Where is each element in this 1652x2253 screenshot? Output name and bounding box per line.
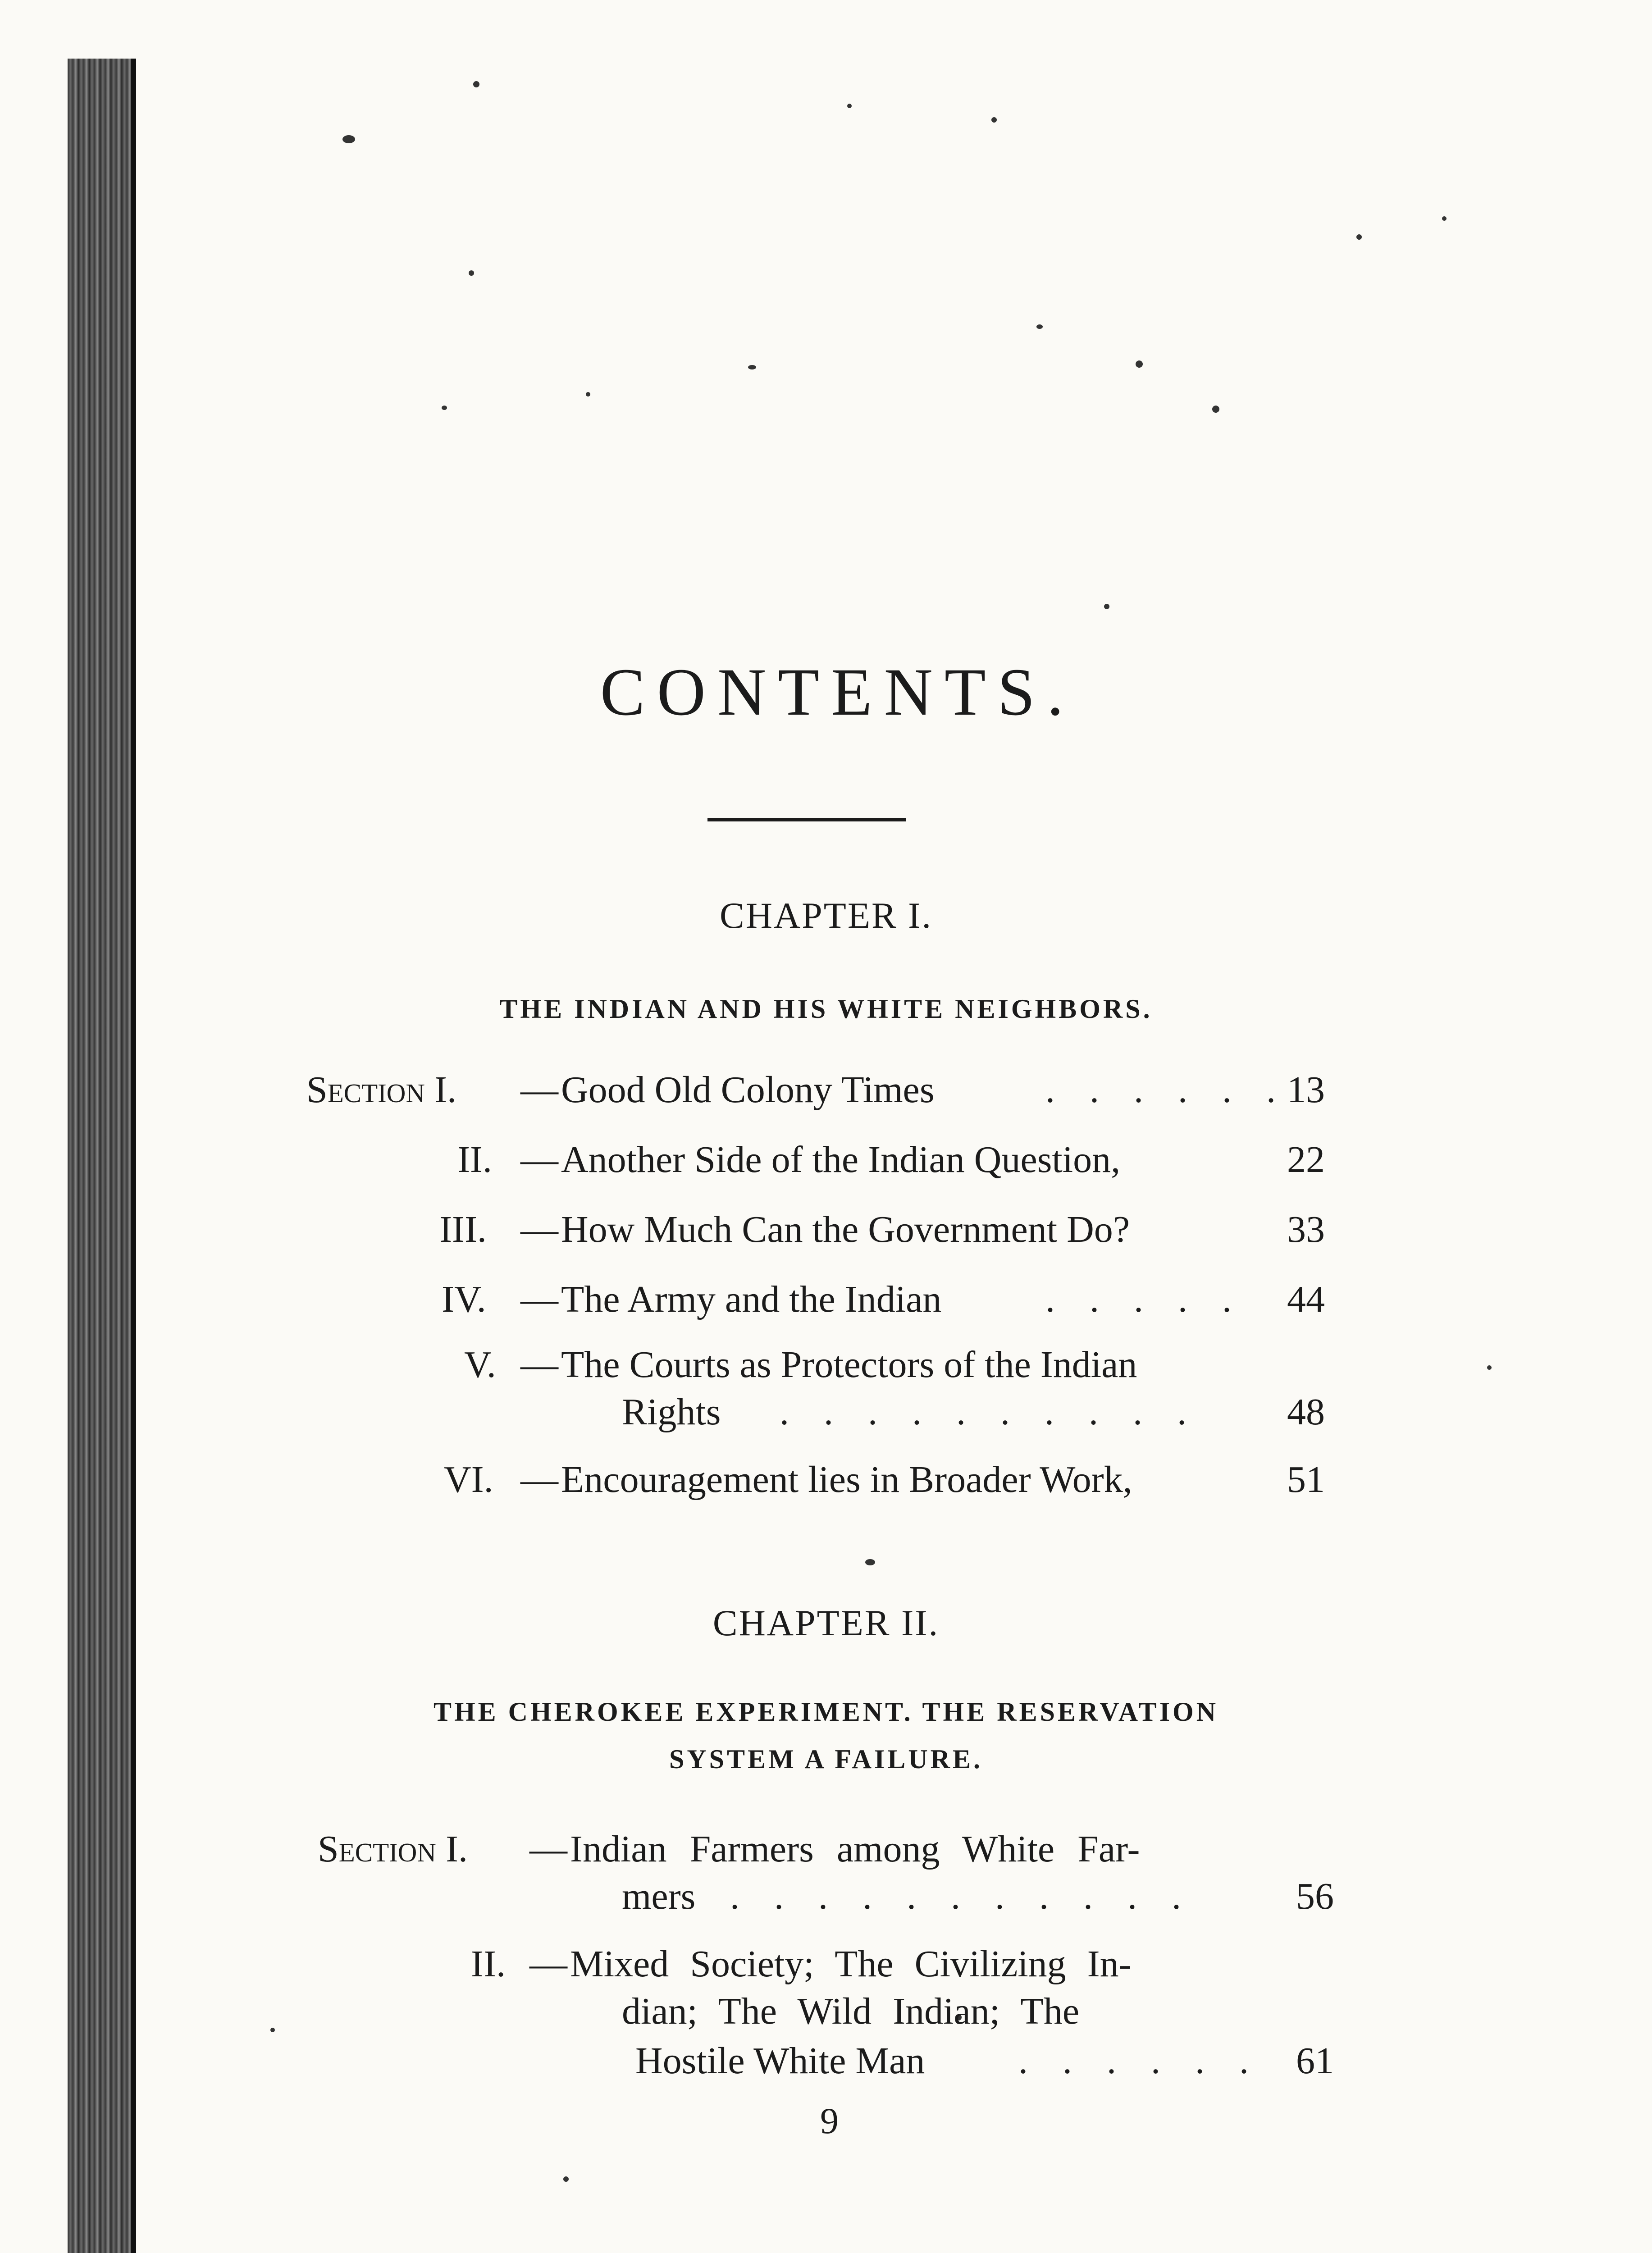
dot-leader: . . . . . . . . . . . bbox=[730, 1875, 1194, 1917]
section-label: II. bbox=[457, 1139, 492, 1181]
section-label: IV. bbox=[442, 1278, 486, 1320]
page-title: CONTENTS. bbox=[600, 655, 1076, 730]
chapter-1-heading: CHAPTER I. bbox=[720, 895, 932, 936]
section-dash: — bbox=[529, 1828, 567, 1870]
chapter-2-heading: CHAPTER II. bbox=[712, 1602, 940, 1643]
section-label: II. bbox=[471, 1943, 506, 1985]
section-label: V. bbox=[464, 1344, 496, 1386]
section-title-continued-2: Hostile White Man bbox=[635, 2040, 925, 2082]
section-dash: — bbox=[520, 1209, 558, 1250]
page-ref: 44 bbox=[1287, 1278, 1325, 1320]
section-dash: — bbox=[520, 1459, 558, 1500]
section-dash: — bbox=[520, 1069, 558, 1111]
section-title: Mixed Society; The Civilizing In- bbox=[570, 1943, 1132, 1985]
section-label: VI. bbox=[444, 1459, 493, 1500]
section-dash: — bbox=[520, 1139, 558, 1181]
page-ref: 56 bbox=[1296, 1875, 1334, 1917]
page-ref: 33 bbox=[1287, 1209, 1325, 1250]
section-label: Section I. bbox=[318, 1828, 468, 1870]
dot-leader: . . . . . . bbox=[1045, 1069, 1288, 1111]
page-ref: 13 bbox=[1287, 1069, 1325, 1111]
book-binding-edge bbox=[68, 59, 136, 2253]
section-title: How Much Can the Government Do? bbox=[561, 1209, 1130, 1250]
section-label: Section I. bbox=[306, 1069, 456, 1111]
section-title: The Army and the Indian bbox=[561, 1278, 942, 1320]
dot-leader: . . . . . . . . . . bbox=[780, 1391, 1199, 1433]
chapter-2-subtitle-line1: THE CHEROKEE EXPERIMENT. THE RESERVATION bbox=[433, 1697, 1219, 1727]
page-ref: 61 bbox=[1296, 2040, 1334, 2082]
section-dash: — bbox=[520, 1344, 558, 1386]
section-title: Indian Farmers among White Far- bbox=[570, 1828, 1140, 1870]
section-title: Another Side of the Indian Question, bbox=[561, 1139, 1121, 1181]
section-title: The Courts as Protectors of the Indian bbox=[561, 1344, 1137, 1386]
title-rule bbox=[707, 818, 906, 821]
section-label: III. bbox=[439, 1209, 487, 1250]
section-dash: — bbox=[520, 1278, 558, 1320]
page-number: 9 bbox=[820, 2100, 839, 2141]
section-dash: — bbox=[529, 1943, 567, 1985]
page-ref: 48 bbox=[1287, 1391, 1325, 1433]
section-title-continued: Rights bbox=[622, 1391, 721, 1433]
section-title-continued: mers bbox=[622, 1875, 696, 1917]
chapter-1-subtitle: THE INDIAN AND HIS WHITE NEIGHBORS. bbox=[499, 994, 1153, 1024]
dot-leader: . . . . . bbox=[1045, 1278, 1244, 1320]
section-title: Encouragement lies in Broader Work, bbox=[561, 1459, 1132, 1500]
section-title-continued: dian; The Wild Indian; The bbox=[622, 1990, 1080, 2032]
page-ref: 51 bbox=[1287, 1459, 1325, 1500]
dot-leader: . . . . . . bbox=[1018, 2040, 1261, 2082]
section-title: Good Old Colony Times bbox=[561, 1069, 935, 1111]
chapter-2-subtitle-line2: SYSTEM A FAILURE. bbox=[669, 1744, 983, 1774]
page-ref: 22 bbox=[1287, 1139, 1325, 1181]
